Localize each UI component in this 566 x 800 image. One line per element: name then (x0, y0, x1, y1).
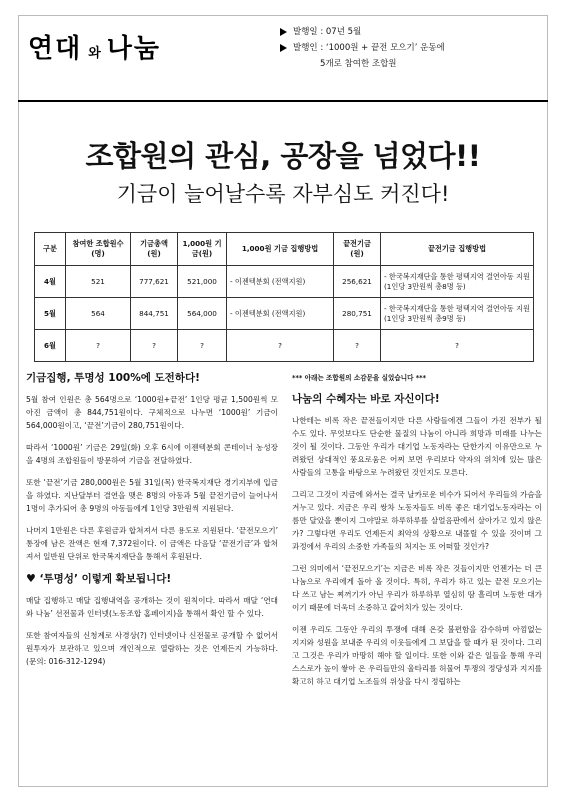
table-cell: - 이젠텍분회 (전액지원) (227, 298, 334, 330)
table-cell: ? (334, 330, 381, 362)
paragraph: 매달 집행하고 매달 집행내역을 공개하는 것이 원칙이다. 따라서 매달 ‘연대와 나눔’ 선전물과 인터넷(노동조합 홈페이지)을 통해서 확인 할 수 있다. (26, 596, 278, 618)
table-cell: 256,621 (334, 266, 381, 298)
paragraph: 그런 의미에서 ‘끝전모으기’는 지금은 비록 작은 것들이지만 언젠가는 더 큰 나눔으로 우리에게 돌아 올 것이다. 특히, 우리가 하고 있는 끝전 모으기는 다 쓰고 남는 찌꺼기가 아닌 우리가 하루하루 열심히 땀 흘리며 노동한 대가이기 때문에 더욱더 소중하고 값어치가 있는 것이다. (292, 564, 542, 612)
table-header: 구분 (35, 233, 66, 266)
table-cell: - 한국복지재단을 통한 평택지역 결연아동 지원(1인당 3만원씩 총9명 등) (381, 298, 534, 330)
table-cell: ? (178, 330, 227, 362)
table-cell: 777,621 (131, 266, 178, 298)
table-header: 기금총액 (원) (131, 233, 178, 266)
headline-subtitle: 기금이 늘어날수록 자부심도 커진다! (116, 182, 450, 206)
table-header-row (35, 233, 534, 266)
table-row (35, 298, 534, 330)
paragraph: 또한 참여자들의 신청계로 사경상(?) 인터넷이나 신전물로 공개할 수 없어서 원투자가 보관하고 있으며 개인적으로 열람하는 것은 언제든지 가능하다. (문의: 016-312-1294) (26, 631, 278, 666)
table-row (35, 330, 534, 362)
section-heading: 기금집행, 투명성 100%에 도전하다! (26, 372, 200, 384)
logo-small: 와 (88, 46, 101, 61)
table-cell: 6월 (35, 330, 66, 362)
paragraph: 나한테는 비록 작은 끝전들이지만 다른 사람들에겐 그들이 가진 전부가 될 수도 있다. 무엇보다도 단순한 물질의 나눔이 아니라 희망과 미래를 나누는 것이 될 것이다. 그동안 우리가 대기업 노동자라는 단한가지 이유만으로 누려왔던 상대적인 풍요로움은 어찌 보면 우리보다 약자의 위치에 있는 많은 사람들의 고통을 바탕으로 누려왔던 것인지도 모른다. (292, 416, 542, 477)
right-column (292, 372, 542, 697)
paragraph: 또한 ‘끝전’기금 280,000원은 5월 31일(목) 한국복지재단 경기지부에 입금을 하였다. 지난달부터 결연을 맺은 8명의 아동과 5월 끝전기금이 늘어나서 1명이 추가되어 총 9명의 아동들에게 1인당 3만원씩 지원된다. (26, 478, 278, 513)
table-cell: ? (131, 330, 178, 362)
masthead (22, 22, 542, 100)
table-cell: 564,000 (178, 298, 227, 330)
table-header: 참여한 조합원수(명) (66, 233, 131, 266)
left-column (26, 372, 278, 677)
publisher: 발행인 : ‘1000원 + 끝전 모으기’ 운동에 (293, 43, 445, 53)
table-header: 끝전기금 (원) (334, 233, 381, 266)
paragraph: 이젠 우리도 그동안 우리의 투쟁에 대해 온갖 불편함을 감수하며 아낌없는 지지와 성원을 보내준 우리의 이웃들에게 그 보답을 할 때가 된 것이다. 그리고 그것은 우리가 마땅히 해야 할 일이다. 또한 이와 같은 일들을 통해 우리 스스로가 높이 쌓아 온 우리들만의 울타리를 허물어 투쟁의 정당성과 지지를 확고히 하고 대기업 노조들의 위상을 다시 정립하는 (292, 625, 542, 686)
section-heading: 나눔의 수혜자는 바로 자신이다! (292, 393, 440, 405)
paragraph: 나머지 1만원은 다른 후원금과 합쳐져서 다른 용도로 지원된다. ‘끝전모으기’ 통장에 남은 잔액은 현재 7,372원이다. 이 금액은 다음달 ‘끝전기금’과 합쳐져서 일반원 단위로 한국복지재단을 통해서 후원된다. (26, 526, 278, 561)
table-header: 끝전기금 집행방법 (381, 233, 534, 266)
table-cell: 521,000 (178, 266, 227, 298)
paragraph: 5월 참여 인원은 총 564명으로 ‘1000원+끝전’ 1인당 평균 1,500원씩 모아진 금액이 총 844,751원이다. 구체적으로 나누면 ‘1000원’ 기금이 564,000원이고, ‘끝전’기금이 280,751원이다. (26, 395, 278, 430)
table-cell: 5월 (35, 298, 66, 330)
heart-icon: ♥ (26, 572, 36, 585)
logo-part1: 연대 (28, 34, 83, 64)
arrow-icon (280, 28, 287, 36)
table-cell: ? (381, 330, 534, 362)
table-header: 1,000원 기금(원) (178, 233, 227, 266)
table-cell: ? (227, 330, 334, 362)
table-cell: 280,751 (334, 298, 381, 330)
paragraph: 그리고 그것이 지금에 와서는 결국 날카로운 비수가 되어서 우리들의 가슴을 겨누고 있다. 지금은 우리 쌍차 노동자들도 비록 좋은 대기업노동자라는 이름만 달았을 뿐이지 그야말로 하루하루를 살얼음판에서 살아가고 있지 않은가? 그렇다면 우리도 언제든지 최악의 상황으로 내몰릴 수 있을 것이며 그 과정에서 우리의 소중한 가족들의 처지는 또 어떠할 것인가? (292, 490, 542, 551)
essay-note: *** 아래는 조합원의 소감문을 실었습니다 *** (292, 374, 427, 382)
publisher-line2: 5개로 참여한 조합원 (320, 59, 397, 69)
table-cell: - 이젠텍분회 (전액지원) (227, 266, 334, 298)
arrow-icon (280, 44, 287, 52)
issue-date-line (280, 24, 550, 40)
headline-title: 조합원의 관심, 공장을 넘었다!! (85, 139, 481, 173)
publisher-line (280, 40, 550, 56)
table-cell: 4월 (35, 266, 66, 298)
section-heading-2: ♥ ‘투명성’ 이렇게 확보됩니다! (26, 572, 172, 585)
table-row (35, 266, 534, 298)
table-cell: 844,751 (131, 298, 178, 330)
issue-date: 발행일 : 07년 5월 (293, 27, 362, 37)
table-cell: 564 (66, 298, 131, 330)
logo-part2: 나눔 (106, 34, 162, 64)
table-cell: - 한국복지재단을 통한 평택지역 결연아동 지원(1인당 3만원씩 총8명 등) (381, 266, 534, 298)
masthead-meta (280, 24, 550, 72)
table-cell: ? (66, 330, 131, 362)
paragraph: 따라서 ‘1000원’ 기금은 29일(화) 오후 6시에 이젠텍분회 콘테이너 농성장을 4명의 조합원들이 방문하여 기금을 전달하였다. (26, 443, 278, 465)
masthead-rule (18, 100, 548, 102)
table-cell: 521 (66, 266, 131, 298)
table-header: 1,000원 기금 집행방법 (227, 233, 334, 266)
fund-table (34, 232, 534, 362)
newsletter-logo (28, 28, 161, 65)
